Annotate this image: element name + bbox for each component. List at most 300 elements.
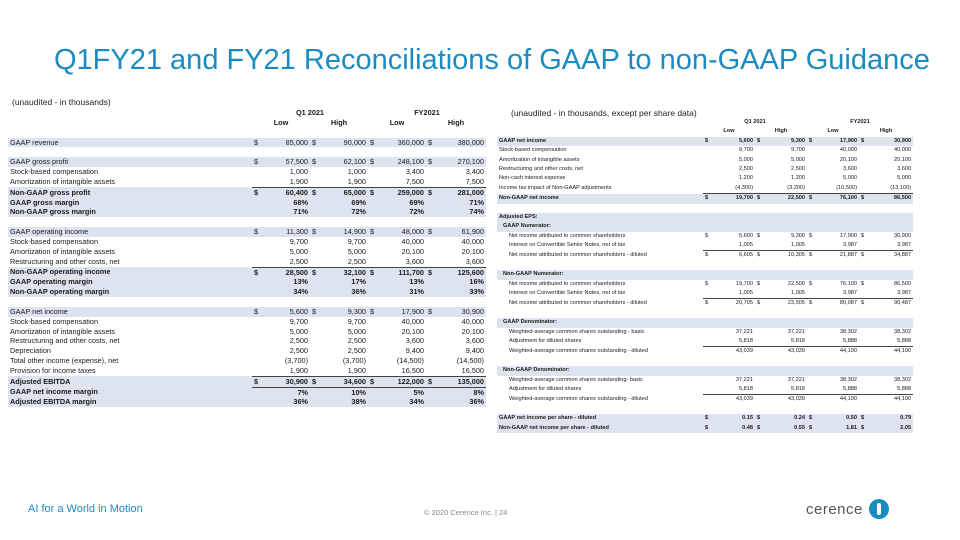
currency-symbol [859, 385, 869, 395]
currency-symbol [859, 165, 869, 174]
value-cell: (3,700) [342, 356, 366, 366]
value-cell: 40,000 [401, 236, 424, 246]
value-cell: 10,305 [765, 251, 807, 261]
table-row [8, 257, 486, 267]
currency-symbol [252, 336, 263, 346]
currency-symbol [426, 336, 437, 346]
row-label: Non-GAAP gross profit [8, 187, 252, 197]
value-cell: 30,900 [263, 376, 310, 387]
currency-symbol [310, 257, 321, 267]
currency-symbol [368, 336, 379, 346]
value-cell: 9,700 [791, 147, 806, 154]
value-cell: 11,300 [263, 227, 310, 237]
currency-symbol [310, 167, 321, 177]
value-cell: 5,000 [843, 175, 858, 182]
value-cell: 37,221 [735, 328, 753, 335]
value-cell: 17,900 [817, 137, 859, 146]
value-cell: 360,000 [379, 138, 426, 148]
table-row [497, 280, 913, 289]
currency-symbol: $ [807, 137, 817, 146]
currency-symbol [252, 397, 263, 407]
value-cell: 3,600 [405, 336, 424, 346]
value-cell: 71% [437, 198, 486, 208]
currency-symbol [310, 356, 321, 366]
value-cell: 270,100 [437, 157, 486, 167]
value-cell: 380,000 [437, 138, 486, 148]
row-label: Adjusted EBITDA [8, 376, 252, 387]
currency-symbol [807, 174, 817, 183]
currency-symbol: $ [310, 227, 321, 237]
currency-symbol [703, 328, 713, 337]
value-cell: 20,100 [839, 156, 858, 163]
value-cell: 38% [321, 397, 368, 407]
table-row [8, 277, 486, 287]
table-row [497, 232, 913, 241]
value-cell: 0.55 [765, 424, 807, 433]
currency-symbol [310, 177, 321, 187]
table-row [8, 187, 486, 197]
row-label: Restructuring and other costs, net [10, 336, 120, 346]
currency-symbol [310, 327, 321, 337]
currency-symbol [368, 397, 379, 407]
value-cell: 85,000 [263, 138, 310, 148]
currency-symbol [426, 207, 437, 217]
value-cell: 14,900 [321, 227, 368, 237]
currency-symbol: $ [807, 424, 817, 433]
value-cell: 8% [437, 387, 486, 397]
header-high: High [774, 128, 788, 135]
table-row [8, 336, 486, 346]
row-label: Adjusted EBITDA margin [8, 397, 252, 407]
table-row [8, 207, 486, 217]
currency-symbol: $ [426, 187, 437, 197]
value-cell: 43,039 [713, 395, 755, 405]
section-header-row [497, 213, 913, 222]
spacer-cell [497, 357, 913, 366]
currency-symbol: $ [310, 376, 321, 387]
value-cell: 17,900 [379, 307, 426, 317]
currency-symbol [252, 167, 263, 177]
currency-symbol [859, 376, 869, 385]
value-cell: 72% [379, 207, 426, 217]
header-row-periods [8, 108, 486, 118]
currency-symbol [368, 247, 379, 257]
value-cell: 86,500 [893, 280, 912, 287]
value-cell: 3,600 [843, 165, 858, 172]
header-low: Low [723, 128, 735, 135]
currency-symbol [310, 277, 321, 287]
currency-symbol: $ [705, 232, 709, 239]
value-cell: 37,221 [787, 376, 806, 383]
currency-symbol: $ [703, 414, 713, 423]
value-cell: 2,500 [289, 336, 308, 346]
value-cell: (3,200) [787, 184, 806, 191]
currency-symbol [252, 346, 263, 356]
value-cell: 30,900 [869, 137, 913, 146]
value-cell: 2,500 [739, 165, 753, 172]
header-row-range [497, 127, 913, 136]
currency-symbol [252, 277, 263, 287]
value-cell: 281,000 [437, 187, 486, 197]
value-cell: 32,100 [321, 267, 368, 277]
currency-symbol: $ [861, 232, 865, 239]
value-cell: 5,600 [713, 137, 755, 146]
row-label: Restructuring and other costs, net [499, 165, 583, 172]
currency-symbol: $ [252, 267, 263, 277]
currency-symbol [252, 257, 263, 267]
cerence-logo [806, 499, 889, 519]
currency-symbol [310, 287, 321, 297]
currency-symbol: $ [368, 267, 379, 277]
value-cell: 34% [379, 397, 426, 407]
currency-symbol: $ [252, 307, 263, 317]
value-cell: 37,221 [735, 376, 753, 383]
spacer-cell [497, 405, 913, 414]
header-row-range [8, 118, 486, 128]
row-label: GAAP gross profit [8, 157, 252, 167]
value-cell: 9,700 [347, 236, 366, 246]
row-label: Depreciation [10, 346, 51, 356]
left-reconciliation-table [8, 108, 486, 407]
table-row [497, 347, 913, 357]
currency-symbol [426, 167, 437, 177]
value-cell: 20,705 [713, 299, 755, 309]
value-cell: 3,600 [897, 165, 912, 172]
value-cell: 17,900 [839, 232, 858, 239]
currency-symbol [703, 156, 713, 165]
currency-symbol [426, 397, 437, 407]
value-cell: 259,000 [379, 187, 426, 197]
currency-symbol [426, 387, 437, 397]
currency-symbol: $ [705, 280, 709, 287]
header-blank [8, 108, 252, 118]
value-cell: 1.81 [817, 424, 859, 433]
table-row [8, 376, 486, 387]
currency-symbol [426, 237, 437, 247]
value-cell: 57,500 [263, 157, 310, 167]
currency-symbol: $ [861, 280, 865, 287]
currency-symbol: $ [755, 251, 765, 261]
value-cell: 40,000 [401, 316, 424, 326]
currency-symbol [368, 287, 379, 297]
currency-symbol [368, 257, 379, 267]
header-blank [8, 118, 252, 128]
table-row [8, 167, 486, 177]
spacer-row [497, 357, 913, 366]
value-cell: 1,200 [739, 175, 753, 182]
value-cell: 60,400 [263, 187, 310, 197]
value-cell: (10,500) [836, 184, 858, 191]
currency-symbol [368, 207, 379, 217]
value-cell: 31% [379, 287, 426, 297]
section-header-row [497, 222, 913, 231]
currency-symbol: $ [368, 187, 379, 197]
currency-symbol: $ [807, 251, 817, 261]
value-cell: 20,100 [461, 326, 484, 336]
value-cell: 9,300 [765, 137, 807, 146]
table-row [497, 395, 913, 405]
row-label: GAAP Denominator: [497, 318, 913, 327]
currency-symbol [807, 241, 817, 251]
value-cell: 69% [321, 198, 368, 208]
header-high: High [447, 117, 465, 127]
row-label: Weighted-average common shares outstanding- basic [509, 376, 643, 383]
value-cell: 7% [263, 387, 310, 397]
header-row-periods [497, 118, 913, 127]
row-label: Weighted-average common shares outstanding - diluted [509, 348, 648, 355]
value-cell: 5,888 [897, 385, 912, 392]
currency-symbol: $ [426, 267, 437, 277]
header-high: High [879, 128, 893, 135]
currency-symbol: $ [809, 232, 813, 239]
table-row [497, 251, 913, 261]
currency-symbol [368, 277, 379, 287]
currency-symbol: $ [755, 414, 765, 423]
currency-symbol [703, 289, 713, 299]
currency-symbol [807, 184, 817, 194]
currency-symbol [252, 356, 263, 366]
currency-symbol: $ [426, 227, 437, 237]
value-cell: 13% [263, 277, 310, 287]
currency-symbol [859, 241, 869, 251]
value-cell: 9,700 [289, 236, 308, 246]
currency-symbol: $ [807, 414, 817, 423]
currency-symbol [859, 184, 869, 194]
currency-symbol: $ [757, 232, 761, 239]
value-cell: 44,190 [869, 347, 913, 357]
currency-symbol [703, 174, 713, 183]
currency-symbol [368, 177, 379, 187]
value-cell: 20,100 [461, 246, 484, 256]
value-cell: 2,500 [289, 346, 308, 356]
row-label: Non-GAAP operating income [8, 267, 252, 277]
value-cell: 40,000 [839, 147, 858, 154]
currency-symbol: $ [809, 280, 813, 287]
value-cell: 30,900 [893, 232, 912, 239]
value-cell: 0.50 [817, 414, 859, 423]
currency-symbol: $ [703, 251, 713, 261]
currency-symbol [703, 347, 713, 357]
currency-symbol [807, 395, 817, 405]
value-cell: 22,500 [765, 194, 807, 204]
value-cell: 21,887 [817, 251, 859, 261]
header-low: Low [389, 117, 405, 127]
value-cell: 74% [437, 207, 486, 217]
row-label: Non-cash interest expense [499, 175, 566, 182]
spacer-row [497, 204, 913, 213]
header-q1-2021: Q1 2021 [744, 119, 766, 125]
logo-mark-icon [869, 499, 889, 519]
value-cell: 9,400 [405, 346, 424, 356]
value-cell: 3,600 [465, 256, 484, 266]
table-row [8, 198, 486, 208]
value-cell: 135,000 [437, 376, 486, 387]
row-label: GAAP operating margin [8, 277, 252, 287]
currency-symbol [368, 317, 379, 327]
value-cell: 5,000 [347, 326, 366, 336]
table-row [8, 307, 486, 317]
row-label: Non-GAAP net income [497, 194, 703, 204]
spacer-row [497, 405, 913, 414]
table-row [8, 227, 486, 237]
currency-symbol [310, 366, 321, 376]
value-cell: 1,005 [791, 242, 806, 249]
row-label: Total other income (expense), net [10, 356, 119, 366]
value-cell: 7,500 [465, 176, 484, 186]
table-row [8, 346, 486, 356]
value-cell: 65,000 [321, 187, 368, 197]
currency-symbol [252, 287, 263, 297]
currency-symbol [426, 366, 437, 376]
row-label: Stock-based compensation [10, 167, 99, 177]
value-cell: 10% [321, 387, 368, 397]
currency-symbol: $ [807, 299, 817, 309]
spacer-cell [497, 204, 913, 213]
currency-symbol [310, 387, 321, 397]
value-cell: 1,900 [347, 365, 366, 375]
currency-symbol [426, 327, 437, 337]
value-cell: 1,200 [791, 175, 806, 182]
value-cell: 9,700 [739, 147, 753, 154]
value-cell: (14,500) [456, 356, 484, 366]
value-cell: 5,000 [289, 326, 308, 336]
currency-symbol [368, 327, 379, 337]
table-row [8, 287, 486, 297]
value-cell: 5,000 [289, 246, 308, 256]
value-cell: 0.79 [869, 414, 913, 423]
value-cell: 7,500 [405, 176, 424, 186]
value-cell: 5,000 [347, 246, 366, 256]
value-cell: 48,000 [379, 227, 426, 237]
value-cell: 3,400 [465, 167, 484, 177]
value-cell: 16,500 [401, 365, 424, 375]
value-cell: 19,700 [735, 280, 753, 287]
row-label: GAAP net income [8, 307, 252, 317]
value-cell: 36% [321, 287, 368, 297]
value-cell: 71% [263, 207, 310, 217]
currency-symbol [703, 376, 713, 385]
value-cell: 62,100 [321, 157, 368, 167]
value-cell: 34,887 [869, 251, 913, 261]
currency-symbol: $ [755, 194, 765, 204]
row-label: Income tax impact of Non-GAAP adjustments [499, 184, 612, 191]
table-row [8, 177, 486, 187]
row-label: Weighted-average common shares outstanding - basic [509, 328, 645, 335]
currency-symbol [368, 387, 379, 397]
value-cell: 19,700 [713, 194, 755, 204]
currency-symbol [807, 385, 817, 395]
table-row [497, 241, 913, 251]
header-blank [497, 127, 703, 136]
row-label: Provision for income taxes [10, 366, 96, 376]
value-cell: 2,500 [347, 346, 366, 356]
currency-symbol [310, 247, 321, 257]
header-low: Low [273, 117, 289, 127]
right-table-note: (unaudited - in thousands, except per share data) [511, 108, 697, 118]
value-cell: 1,005 [739, 290, 753, 297]
value-cell: 13% [379, 277, 426, 287]
value-cell: 20,100 [401, 246, 424, 256]
right-table-body [497, 137, 913, 433]
currency-symbol: $ [252, 187, 263, 197]
currency-symbol [310, 336, 321, 346]
currency-symbol: $ [310, 187, 321, 197]
value-cell: 76,100 [817, 194, 859, 204]
currency-symbol [426, 247, 437, 257]
slide-title: Q1FY21 and FY21 Reconciliations of GAAP to non-GAAP Guidance [54, 44, 930, 76]
currency-symbol [703, 395, 713, 405]
value-cell: 9,300 [321, 307, 368, 317]
value-cell: 0.24 [765, 414, 807, 423]
value-cell: 3,600 [465, 336, 484, 346]
table-row [8, 387, 486, 397]
currency-symbol [703, 337, 713, 347]
table-row [8, 247, 486, 257]
row-label: Net income attributed to common shareholders - diluted [509, 252, 647, 259]
row-label: GAAP operating income [8, 227, 252, 237]
currency-symbol [755, 289, 765, 299]
logo-wordmark: cerence [806, 500, 863, 518]
table-row [497, 376, 913, 385]
value-cell: 111,700 [379, 267, 426, 277]
currency-symbol: $ [859, 137, 869, 146]
currency-symbol: $ [703, 424, 713, 433]
value-cell: 1,900 [347, 176, 366, 186]
spacer-row [8, 297, 486, 307]
currency-symbol: $ [859, 299, 869, 309]
currency-symbol [807, 376, 817, 385]
currency-symbol: $ [755, 299, 765, 309]
value-cell: 2,500 [791, 165, 806, 172]
value-cell: (14,500) [396, 356, 424, 366]
row-label: GAAP Numerator: [497, 222, 913, 231]
currency-symbol: $ [703, 194, 713, 204]
value-cell: 1,005 [791, 290, 806, 297]
currency-symbol [252, 177, 263, 187]
value-cell: 1,000 [347, 167, 366, 177]
spacer-cell [497, 309, 913, 318]
currency-symbol: $ [426, 157, 437, 167]
currency-symbol [755, 395, 765, 405]
header-blank [497, 118, 703, 127]
currency-symbol [252, 207, 263, 217]
currency-symbol [755, 328, 765, 337]
value-cell: 5,818 [739, 385, 753, 392]
spacer-cell [8, 147, 486, 157]
currency-symbol [703, 146, 713, 155]
value-cell: 0.48 [713, 424, 755, 433]
currency-symbol [859, 328, 869, 337]
currency-symbol [755, 347, 765, 357]
currency-symbol [755, 337, 765, 347]
table-row [8, 267, 486, 277]
header-fy2021: FY2021 [850, 119, 870, 125]
value-cell: 22,500 [787, 280, 806, 287]
value-cell: 20,100 [893, 156, 912, 163]
currency-symbol: $ [426, 376, 437, 387]
row-label: Interest on Convertible Senior Notes, net of tax [509, 290, 626, 297]
spacer-row [497, 309, 913, 318]
value-cell: 2,500 [347, 336, 366, 346]
currency-symbol [426, 198, 437, 208]
currency-symbol [859, 347, 869, 357]
value-cell: 9,400 [465, 346, 484, 356]
spacer-row [8, 147, 486, 157]
table-row [8, 237, 486, 247]
row-label: GAAP gross margin [8, 198, 252, 208]
table-row [8, 356, 486, 366]
currency-symbol [310, 397, 321, 407]
